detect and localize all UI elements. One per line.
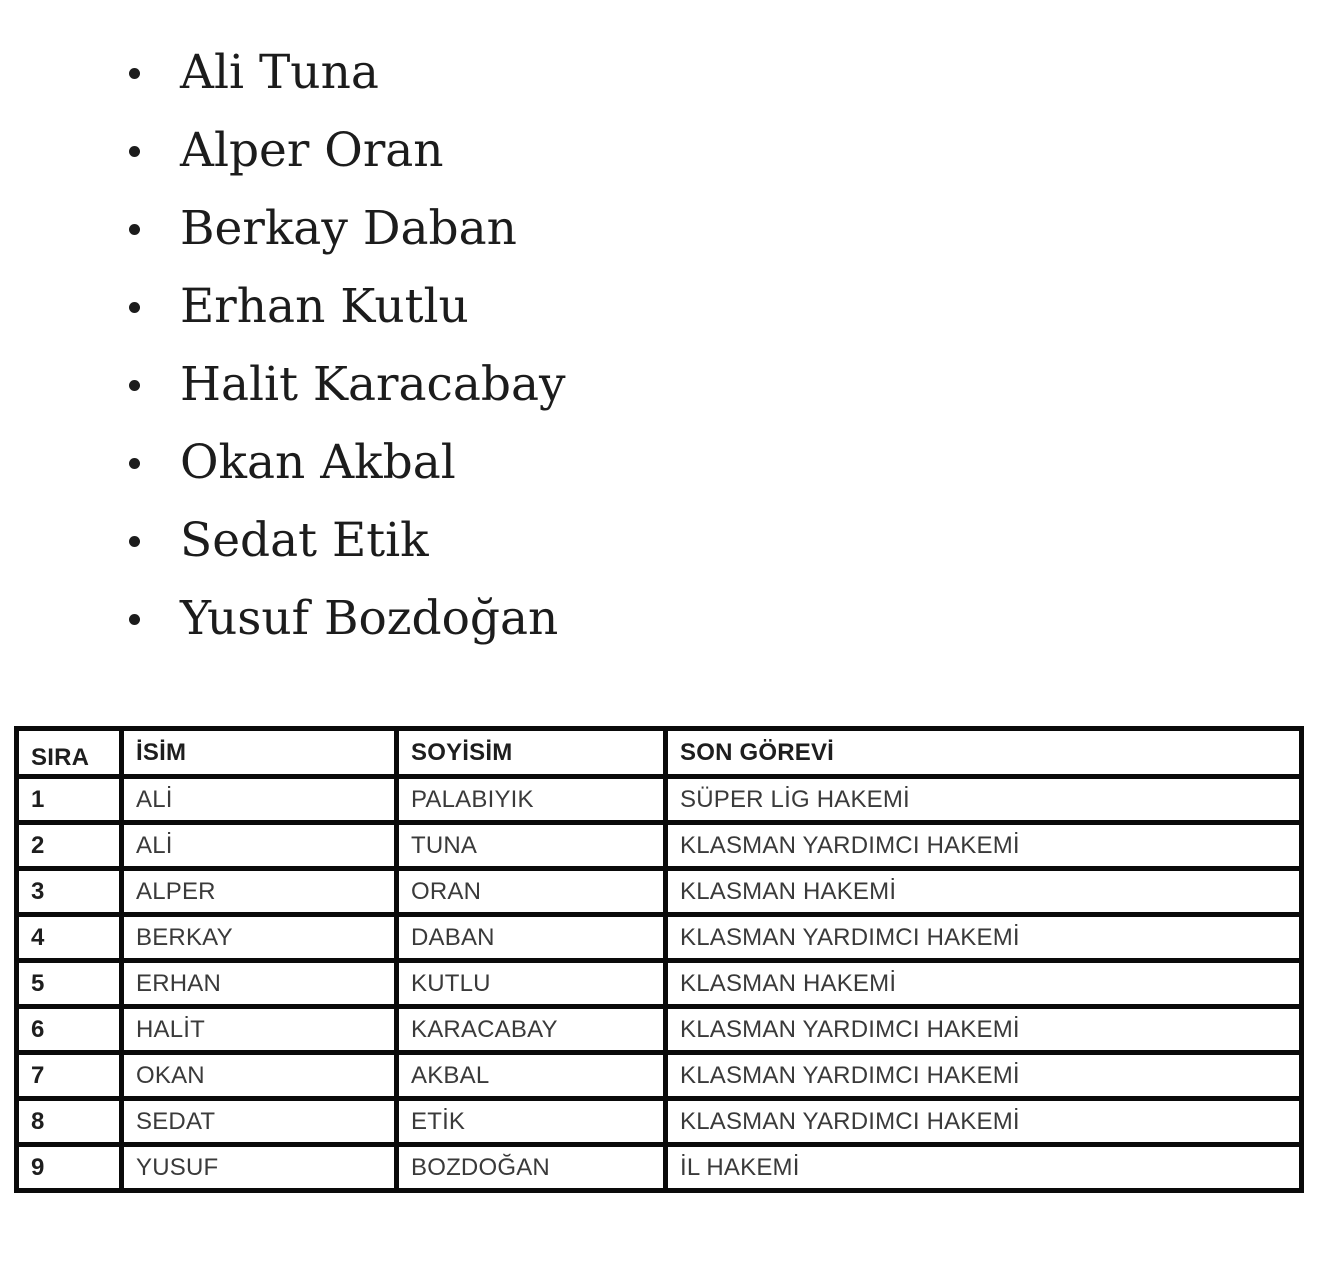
header-sira: SIRA xyxy=(19,731,119,774)
cell-isim: SEDAT xyxy=(124,1101,394,1142)
cell-son-gorevi: KLASMAN HAKEMİ xyxy=(668,871,1299,912)
cell-son-gorevi: KLASMAN YARDIMCI HAKEMİ xyxy=(668,1101,1299,1142)
list-item xyxy=(125,580,566,658)
list-item-text: Halit Karacabay xyxy=(180,357,566,412)
bullet-dot-icon xyxy=(129,302,140,313)
table-row xyxy=(19,1009,1299,1050)
table-header-row xyxy=(19,731,1299,774)
header-son-gorevi: SON GÖREVİ xyxy=(668,731,1299,774)
list-item xyxy=(125,346,566,424)
list-item-text: Ali Tuna xyxy=(180,45,379,100)
cell-isim: ERHAN xyxy=(124,963,394,1004)
bullet-dot-icon xyxy=(129,380,140,391)
cell-son-gorevi: KLASMAN YARDIMCI HAKEMİ xyxy=(668,1055,1299,1096)
list-item-text: Sedat Etik xyxy=(180,513,429,568)
cell-sira: 1 xyxy=(19,779,119,820)
table-row xyxy=(19,779,1299,820)
bullet-dot-icon xyxy=(129,68,140,79)
cell-isim: OKAN xyxy=(124,1055,394,1096)
bullet-dot-icon xyxy=(129,536,140,547)
table-row xyxy=(19,963,1299,1004)
list-item-text: Yusuf Bozdoğan xyxy=(180,591,559,646)
cell-isim: BERKAY xyxy=(124,917,394,958)
bullet-dot-icon xyxy=(129,614,140,625)
list-item xyxy=(125,268,566,346)
cell-soyisim: AKBAL xyxy=(399,1055,663,1096)
list-item-text: Erhan Kutlu xyxy=(180,279,469,334)
cell-son-gorevi: İL HAKEMİ xyxy=(668,1147,1299,1188)
cell-sira: 5 xyxy=(19,963,119,1004)
bullet-dot-icon xyxy=(129,224,140,235)
referee-table-image xyxy=(14,726,1304,1193)
table-row xyxy=(19,871,1299,912)
cell-sira: 6 xyxy=(19,1009,119,1050)
cell-soyisim: PALABIYIK xyxy=(399,779,663,820)
referee-table xyxy=(14,726,1304,1193)
cell-sira: 7 xyxy=(19,1055,119,1096)
list-item-text: Okan Akbal xyxy=(180,435,456,490)
cell-son-gorevi: KLASMAN HAKEMİ xyxy=(668,963,1299,1004)
cell-sira: 9 xyxy=(19,1147,119,1188)
list-item-text: Berkay Daban xyxy=(180,201,517,256)
bullet-dot-icon xyxy=(129,458,140,469)
table-row xyxy=(19,1147,1299,1188)
table-row xyxy=(19,825,1299,866)
cell-soyisim: DABAN xyxy=(399,917,663,958)
cell-isim: ALİ xyxy=(124,779,394,820)
cell-sira: 2 xyxy=(19,825,119,866)
list-item xyxy=(125,190,566,268)
list-item xyxy=(125,112,566,190)
cell-son-gorevi: KLASMAN YARDIMCI HAKEMİ xyxy=(668,825,1299,866)
cell-sira: 3 xyxy=(19,871,119,912)
cell-isim: ALPER xyxy=(124,871,394,912)
list-item xyxy=(125,502,566,580)
list-item xyxy=(125,34,566,112)
cell-soyisim: ETİK xyxy=(399,1101,663,1142)
cell-isim: ALİ xyxy=(124,825,394,866)
table-row xyxy=(19,917,1299,958)
cell-isim: HALİT xyxy=(124,1009,394,1050)
cell-soyisim: KUTLU xyxy=(399,963,663,1004)
cell-son-gorevi: KLASMAN YARDIMCI HAKEMİ xyxy=(668,917,1299,958)
cell-soyisim: TUNA xyxy=(399,825,663,866)
table-row xyxy=(19,1101,1299,1142)
cell-isim: YUSUF xyxy=(124,1147,394,1188)
bullet-dot-icon xyxy=(129,146,140,157)
header-soyisim: SOYİSİM xyxy=(399,731,663,774)
cell-sira: 8 xyxy=(19,1101,119,1142)
cell-soyisim: ORAN xyxy=(399,871,663,912)
list-item-text: Alper Oran xyxy=(180,123,444,178)
header-isim: İSİM xyxy=(124,731,394,774)
list-item xyxy=(125,424,566,502)
cell-son-gorevi: KLASMAN YARDIMCI HAKEMİ xyxy=(668,1009,1299,1050)
referee-name-list xyxy=(125,34,566,658)
cell-soyisim: KARACABAY xyxy=(399,1009,663,1050)
cell-son-gorevi: SÜPER LİG HAKEMİ xyxy=(668,779,1299,820)
cell-sira: 4 xyxy=(19,917,119,958)
cell-soyisim: BOZDOĞAN xyxy=(399,1147,663,1188)
table-row xyxy=(19,1055,1299,1096)
